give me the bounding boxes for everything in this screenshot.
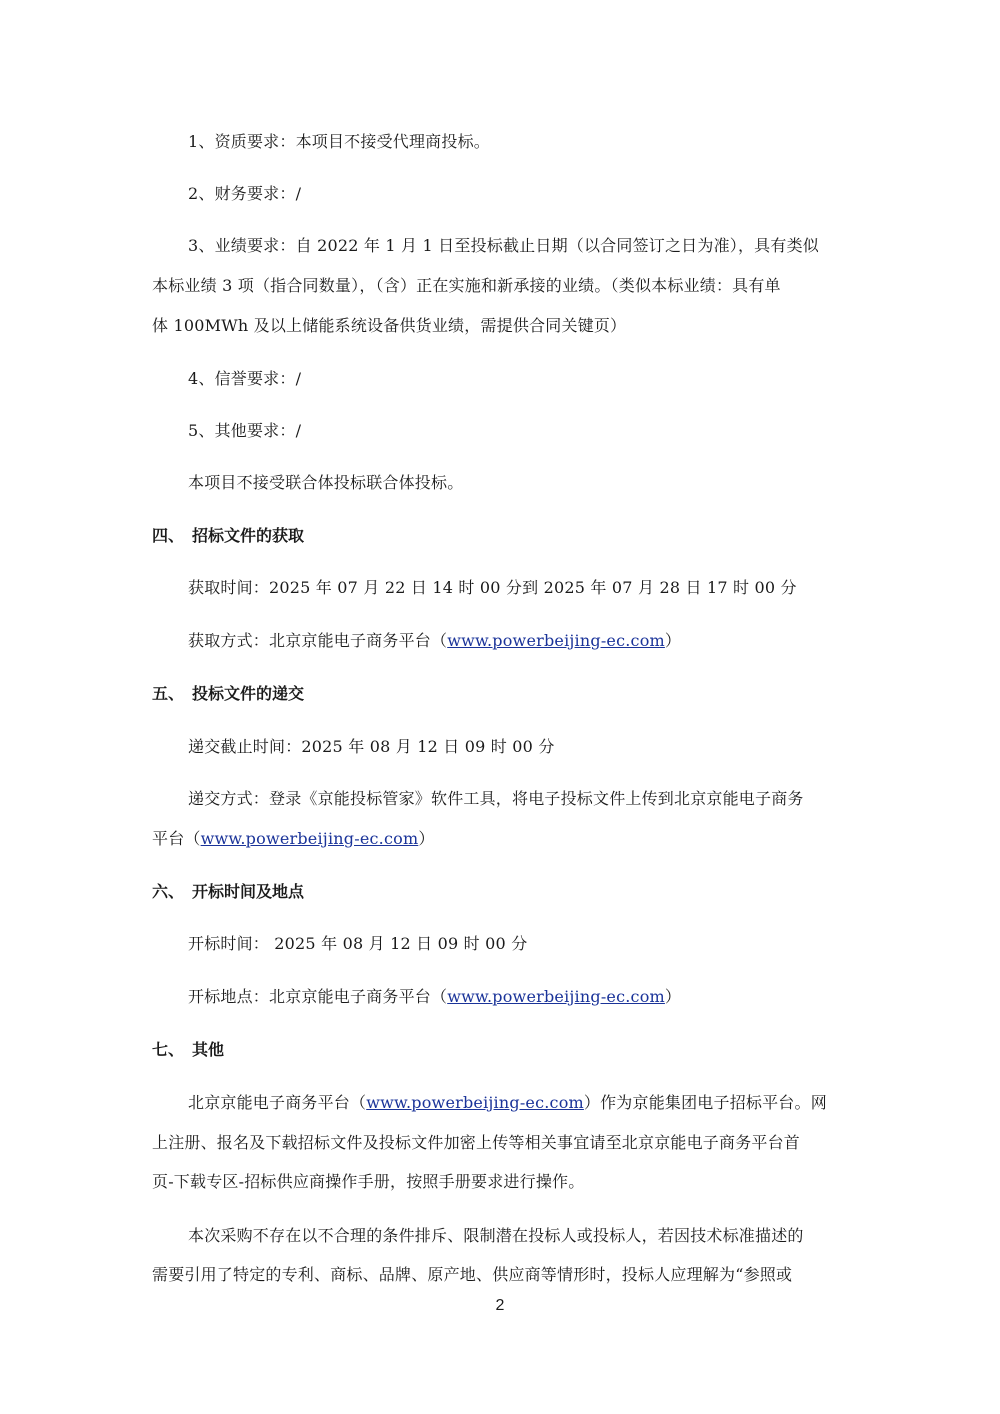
other-paragraph-2-line-1: 本次采购不存在以不合理的条件排斥、限制潜在投标人或投标人，若因技术标准描述的: [188, 1226, 804, 1245]
obtain-method-text: 获取方式：北京京能电子商务平台（: [188, 631, 448, 650]
section-heading-6: [152, 882, 304, 902]
performance-requirement-line-3: 体 100MWh 及以上储能系统设备供货业绩，需提供合同关键页）: [152, 316, 627, 335]
section-title: 投标文件的递交: [192, 684, 305, 703]
section-number: 四、: [152, 526, 185, 545]
submit-method-line-2: [152, 829, 435, 849]
other-paragraph-1-line-1: [188, 1093, 827, 1113]
platform-link[interactable]: www.powerbeijing-ec.com: [366, 1093, 584, 1112]
consortium-statement: 本项目不接受联合体投标联合体投标。: [188, 473, 464, 492]
submit-method-text: 平台（: [152, 829, 201, 848]
submit-method-line-1: 递交方式：登录《京能投标管家》软件工具，将电子投标文件上传到北京京能电子商务: [188, 789, 804, 808]
opening-place: [188, 987, 681, 1007]
obtain-method: [188, 631, 681, 651]
section-number: 七、: [152, 1040, 185, 1059]
other-paragraph-2-line-2: 需要引用了特定的专利、商标、品牌、原产地、供应商等情形时，投标人应理解为“参照或: [152, 1265, 793, 1284]
credit-requirement: 4、信誉要求：/: [188, 369, 302, 388]
other-requirement: 5、其他要求：/: [188, 421, 302, 440]
section-title: 开标时间及地点: [192, 882, 305, 901]
performance-requirement-line-1: 3、业绩要求：自 2022 年 1 月 1 日至投标截止日期（以合同签订之日为准），具有类似: [188, 236, 819, 255]
other-paragraph-1-line-3: 页-下载专区-招标供应商操作手册，按照手册要求进行操作。: [152, 1172, 585, 1191]
financial-requirement: 2、财务要求：/: [188, 184, 302, 203]
submit-deadline: 递交截止时间：2025 年 08 月 12 日 09 时 00 分: [188, 737, 555, 756]
section-heading-5: [152, 684, 304, 704]
section-heading-7: [152, 1040, 224, 1060]
opening-time: 开标时间： 2025 年 08 月 12 日 09 时 00 分: [188, 934, 528, 953]
section-number: 五、: [152, 684, 185, 703]
opening-place-text: 开标地点：北京京能电子商务平台（: [188, 987, 448, 1006]
section-title: 招标文件的获取: [192, 526, 305, 545]
other-paragraph-1-line-2: 上注册、报名及下载招标文件及投标文件加密上传等相关事宜请至北京京能电子商务平台首: [152, 1133, 801, 1152]
opening-place-suffix: ）: [664, 987, 682, 1006]
other-text: 北京京能电子商务平台（: [188, 1093, 367, 1112]
section-title: 其他: [192, 1040, 225, 1059]
performance-requirement-line-2: 本标业绩 3 项（指合同数量），（含）正在实施和新承接的业绩。（类似本标业绩：具有单: [152, 276, 781, 295]
qualification-requirement: 1、资质要求：本项目不接受代理商投标。: [188, 132, 490, 151]
platform-link[interactable]: www.powerbeijing-ec.com: [447, 631, 665, 650]
section-heading-4: [152, 526, 304, 546]
obtain-time: 获取时间：2025 年 07 月 22 日 14 时 00 分到 2025 年 07 月 28 日 17 时 00 分: [188, 578, 797, 597]
section-number: 六、: [152, 882, 185, 901]
platform-link[interactable]: www.powerbeijing-ec.com: [447, 987, 665, 1006]
other-text-suffix: ）作为京能集团电子招标平台。网: [583, 1093, 827, 1112]
submit-method-suffix: ）: [418, 829, 435, 848]
obtain-method-suffix: ）: [664, 631, 682, 650]
page-number: 2: [495, 1297, 505, 1314]
platform-link[interactable]: www.powerbeijing-ec.com: [200, 829, 419, 848]
